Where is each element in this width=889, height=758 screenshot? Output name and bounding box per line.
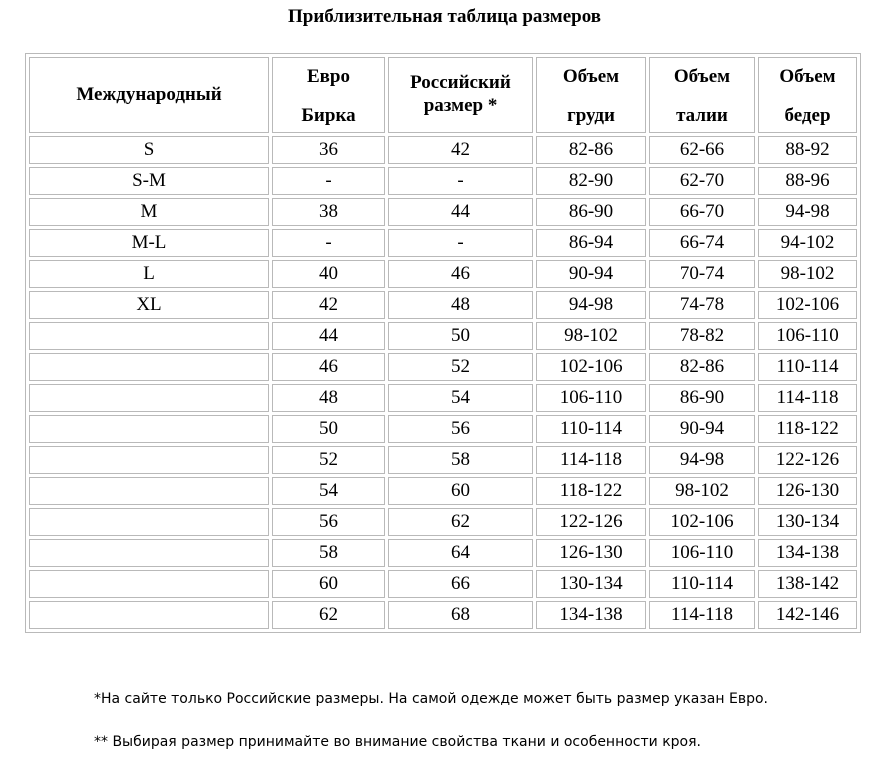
cell-hips: 88-92 bbox=[758, 136, 857, 164]
cell-intl bbox=[29, 384, 269, 412]
cell-hips: 102-106 bbox=[758, 291, 857, 319]
cell-ru: - bbox=[388, 167, 533, 195]
cell-intl: XL bbox=[29, 291, 269, 319]
cell-intl bbox=[29, 570, 269, 598]
cell-chest: 94-98 bbox=[536, 291, 646, 319]
cell-hips: 118-122 bbox=[758, 415, 857, 443]
table-row bbox=[29, 260, 857, 288]
header-waist bbox=[649, 57, 755, 133]
cell-ru: 66 bbox=[388, 570, 533, 598]
size-table-body bbox=[29, 136, 857, 629]
cell-intl: M bbox=[29, 198, 269, 226]
cell-euro: 44 bbox=[272, 322, 385, 350]
table-row bbox=[29, 353, 857, 381]
cell-waist: 90-94 bbox=[649, 415, 755, 443]
cell-waist: 78-82 bbox=[649, 322, 755, 350]
cell-chest: 82-86 bbox=[536, 136, 646, 164]
cell-waist: 98-102 bbox=[649, 477, 755, 505]
table-row bbox=[29, 508, 857, 536]
table-row bbox=[29, 477, 857, 505]
header-chest-line1: Объем bbox=[562, 66, 620, 87]
cell-ru: - bbox=[388, 229, 533, 257]
header-row bbox=[29, 57, 857, 133]
cell-intl: M-L bbox=[29, 229, 269, 257]
cell-waist: 66-70 bbox=[649, 198, 755, 226]
cell-euro: 40 bbox=[272, 260, 385, 288]
cell-euro: - bbox=[272, 229, 385, 257]
cell-intl bbox=[29, 415, 269, 443]
cell-ru: 68 bbox=[388, 601, 533, 629]
cell-waist: 86-90 bbox=[649, 384, 755, 412]
cell-ru: 62 bbox=[388, 508, 533, 536]
cell-chest: 110-114 bbox=[536, 415, 646, 443]
cell-chest: 106-110 bbox=[536, 384, 646, 412]
cell-hips: 94-98 bbox=[758, 198, 857, 226]
header-intl: Международный bbox=[29, 57, 269, 133]
cell-hips: 94-102 bbox=[758, 229, 857, 257]
size-table bbox=[25, 53, 861, 633]
cell-ru: 50 bbox=[388, 322, 533, 350]
footnote-1: *На сайте только Российские размеры. На самой одежде может быть размер указан Евро. bbox=[94, 691, 768, 707]
header-hips bbox=[758, 57, 857, 133]
table-row bbox=[29, 167, 857, 195]
cell-euro: 60 bbox=[272, 570, 385, 598]
table-row bbox=[29, 291, 857, 319]
cell-waist: 94-98 bbox=[649, 446, 755, 474]
cell-intl: S bbox=[29, 136, 269, 164]
cell-waist: 62-70 bbox=[649, 167, 755, 195]
cell-hips: 88-96 bbox=[758, 167, 857, 195]
cell-euro: 36 bbox=[272, 136, 385, 164]
cell-waist: 74-78 bbox=[649, 291, 755, 319]
cell-intl bbox=[29, 477, 269, 505]
cell-chest: 86-94 bbox=[536, 229, 646, 257]
cell-hips: 138-142 bbox=[758, 570, 857, 598]
cell-euro: 38 bbox=[272, 198, 385, 226]
cell-chest: 126-130 bbox=[536, 539, 646, 567]
cell-ru: 48 bbox=[388, 291, 533, 319]
cell-hips: 126-130 bbox=[758, 477, 857, 505]
cell-intl bbox=[29, 446, 269, 474]
header-chest-line2: груди bbox=[567, 105, 615, 127]
table-row bbox=[29, 384, 857, 412]
cell-waist: 82-86 bbox=[649, 353, 755, 381]
cell-waist: 70-74 bbox=[649, 260, 755, 288]
cell-chest: 86-90 bbox=[536, 198, 646, 226]
header-hips-line2: бедер bbox=[784, 105, 831, 127]
cell-euro: 50 bbox=[272, 415, 385, 443]
cell-hips: 98-102 bbox=[758, 260, 857, 288]
table-row bbox=[29, 198, 857, 226]
header-chest bbox=[536, 57, 646, 133]
cell-intl bbox=[29, 601, 269, 629]
table-row bbox=[29, 415, 857, 443]
cell-hips: 106-110 bbox=[758, 322, 857, 350]
cell-ru: 44 bbox=[388, 198, 533, 226]
header-waist-line1: Объем bbox=[673, 66, 731, 87]
header-euro-line2: Бирка bbox=[301, 105, 356, 127]
table-row bbox=[29, 539, 857, 567]
cell-ru: 46 bbox=[388, 260, 533, 288]
cell-euro: 52 bbox=[272, 446, 385, 474]
cell-intl bbox=[29, 539, 269, 567]
cell-intl: S-M bbox=[29, 167, 269, 195]
header-waist-line2: талии bbox=[676, 105, 728, 127]
cell-chest: 102-106 bbox=[536, 353, 646, 381]
cell-euro: 48 bbox=[272, 384, 385, 412]
cell-hips: 114-118 bbox=[758, 384, 857, 412]
footnote-2: ** Выбирая размер принимайте во внимание свойства ткани и особенности кроя. bbox=[94, 734, 701, 750]
cell-chest: 114-118 bbox=[536, 446, 646, 474]
cell-intl bbox=[29, 322, 269, 350]
cell-euro: 62 bbox=[272, 601, 385, 629]
table-row bbox=[29, 601, 857, 629]
cell-chest: 118-122 bbox=[536, 477, 646, 505]
cell-chest: 122-126 bbox=[536, 508, 646, 536]
cell-ru: 60 bbox=[388, 477, 533, 505]
header-ru-line2: размер * bbox=[423, 95, 498, 116]
header-ru bbox=[388, 57, 533, 133]
cell-chest: 90-94 bbox=[536, 260, 646, 288]
cell-euro: 54 bbox=[272, 477, 385, 505]
header-ru-line1: Российский bbox=[410, 72, 511, 94]
cell-ru: 56 bbox=[388, 415, 533, 443]
cell-intl: L bbox=[29, 260, 269, 288]
cell-ru: 42 bbox=[388, 136, 533, 164]
table-row bbox=[29, 136, 857, 164]
cell-hips: 130-134 bbox=[758, 508, 857, 536]
cell-euro: - bbox=[272, 167, 385, 195]
cell-euro: 56 bbox=[272, 508, 385, 536]
cell-hips: 134-138 bbox=[758, 539, 857, 567]
cell-chest: 130-134 bbox=[536, 570, 646, 598]
cell-euro: 58 bbox=[272, 539, 385, 567]
header-hips-line1: Объем bbox=[779, 66, 836, 87]
header-euro-line1: Евро bbox=[306, 66, 350, 87]
cell-hips: 142-146 bbox=[758, 601, 857, 629]
cell-waist: 106-110 bbox=[649, 539, 755, 567]
cell-intl bbox=[29, 353, 269, 381]
cell-ru: 54 bbox=[388, 384, 533, 412]
table-row bbox=[29, 229, 857, 257]
header-euro bbox=[272, 57, 385, 133]
table-row bbox=[29, 322, 857, 350]
cell-waist: 62-66 bbox=[649, 136, 755, 164]
cell-euro: 46 bbox=[272, 353, 385, 381]
cell-waist: 102-106 bbox=[649, 508, 755, 536]
table-row bbox=[29, 446, 857, 474]
cell-ru: 52 bbox=[388, 353, 533, 381]
cell-euro: 42 bbox=[272, 291, 385, 319]
cell-waist: 110-114 bbox=[649, 570, 755, 598]
cell-chest: 98-102 bbox=[536, 322, 646, 350]
cell-chest: 82-90 bbox=[536, 167, 646, 195]
cell-chest: 134-138 bbox=[536, 601, 646, 629]
cell-ru: 64 bbox=[388, 539, 533, 567]
cell-hips: 122-126 bbox=[758, 446, 857, 474]
cell-waist: 66-74 bbox=[649, 229, 755, 257]
cell-hips: 110-114 bbox=[758, 353, 857, 381]
page-title: Приблизительная таблица размеров bbox=[287, 6, 602, 27]
cell-intl bbox=[29, 508, 269, 536]
cell-ru: 58 bbox=[388, 446, 533, 474]
cell-waist: 114-118 bbox=[649, 601, 755, 629]
table-row bbox=[29, 570, 857, 598]
